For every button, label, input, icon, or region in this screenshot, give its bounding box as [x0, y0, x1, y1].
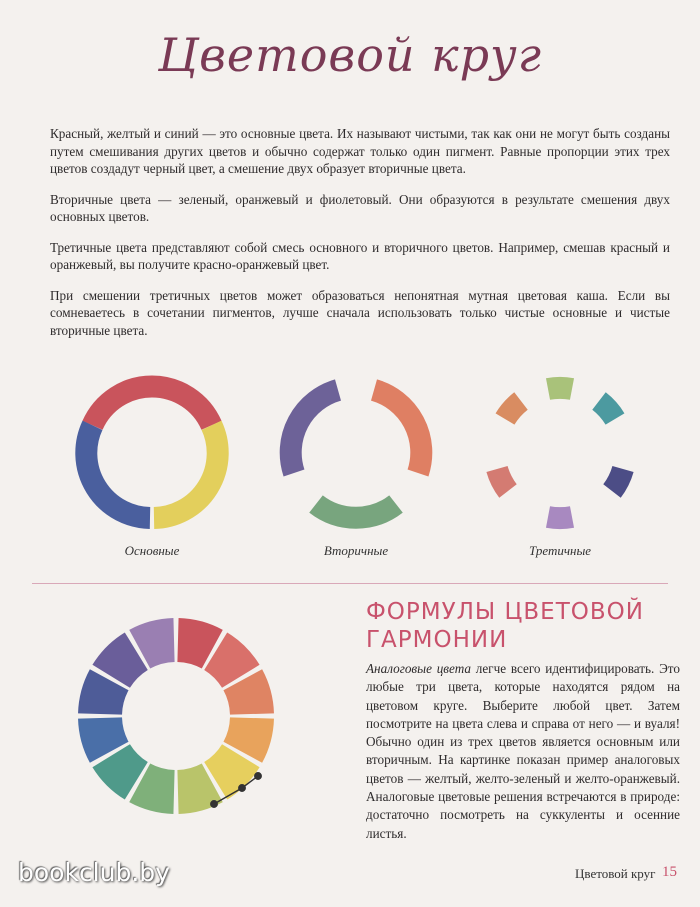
secondary-orange-segment [374, 390, 421, 473]
intro-paragraph-2: Вторичные цвета — зеленый, оранжевый и фиолетовый. Они образуются в результате смешения двух основных цветов. [50, 191, 670, 224]
primary-blue-segment [86, 425, 150, 518]
tertiary-red-orange-segment [497, 469, 508, 491]
wheel-segment [216, 651, 241, 676]
section-heading [366, 598, 686, 654]
harmony-text [366, 660, 680, 843]
wheel-segment [140, 640, 174, 649]
secondary-wheel-label: Вторичные [323, 543, 389, 558]
wheel-segment [111, 651, 136, 676]
tertiary-red-violet-segment [548, 517, 572, 518]
primary-yellow-segment [154, 425, 218, 518]
secondary-purple-segment [291, 390, 338, 473]
wheel-segment [100, 680, 109, 714]
section-divider [32, 583, 668, 584]
intro-paragraph-1: Красный, желтый и синий — это основные цвета. Их называют чистыми, так как они не могут быть созданы путем смешивания других цветов и обычно содержат только один пигмент. Равные пропорции этих трех цветов создадут черный цвет, а смешение двух образует вторичные цвета. [50, 126, 670, 176]
wheel-segment [216, 756, 241, 781]
tertiary-blue-green-segment [599, 401, 615, 419]
analogous-term: Аналоговые цвета [366, 661, 471, 676]
primary-color-wheel [72, 373, 232, 533]
tertiary-wheel-label: Третичные [528, 543, 592, 558]
secondary-color-wheel [276, 373, 436, 533]
watermark-logo: bookclub.by [18, 858, 170, 887]
secondary-green-segment [316, 504, 396, 518]
wheel-segment [243, 718, 252, 752]
intro-paragraph-3: Третичные цвета представляют собой смесь основного и вторичного цветов. Например, смешав красный и оранжевый, вы получите красно-оранжевый цвет. [50, 239, 670, 272]
page-number: 15 [662, 864, 677, 880]
wheel-segment [243, 680, 252, 714]
full-color-wheel [76, 616, 276, 816]
section-heading-line-1: ФОРМУЛЫ ЦВЕТОВОЙ [366, 599, 644, 625]
primary-wheel-label: Основные [124, 543, 180, 558]
tertiary-yellow-orange-segment [505, 401, 521, 419]
footer-chapter-title: Цветовой круг [575, 866, 656, 881]
tertiary-color-wheel [480, 373, 640, 533]
harmony-body: легче всего идентифицировать. Это любые три цвета, которые находятся рядом на цветовом круге. Выберите любой цвет. Затем посмотрите на цвета слева и справа от него — и вуаля! Обычно один из трех цветов является основным или вторичным. На картинке показан пример аналоговых цветов — желтый, желто-зеленый и желто-оранжевый. Аналоговые цветовые решения встречаются в природе: достаточно посмотреть на суккуленты и осенние листья. [366, 661, 680, 841]
wheel-segment [178, 640, 212, 649]
intro-paragraph-4: При смешении третичных цветов может образоваться непонятная мутная цветовая каша. Если вы сомневаетесь в сочетании пигментов, лучше сначала использовать только чистые основные и чистые вторичные цвета. [50, 287, 670, 338]
page-title: Цветовой круг [158, 28, 542, 82]
wheel-segment [111, 756, 136, 781]
tertiary-blue-violet-segment [612, 469, 623, 491]
wheel-segment [178, 783, 212, 792]
tertiary-yellow-green-segment [548, 388, 572, 389]
primary-red-segment [93, 386, 212, 425]
section-heading-line-2: ГАРМОНИИ [366, 627, 508, 653]
intro-text [50, 125, 670, 352]
wheel-segment [100, 718, 109, 752]
wheel-segment [140, 783, 174, 792]
